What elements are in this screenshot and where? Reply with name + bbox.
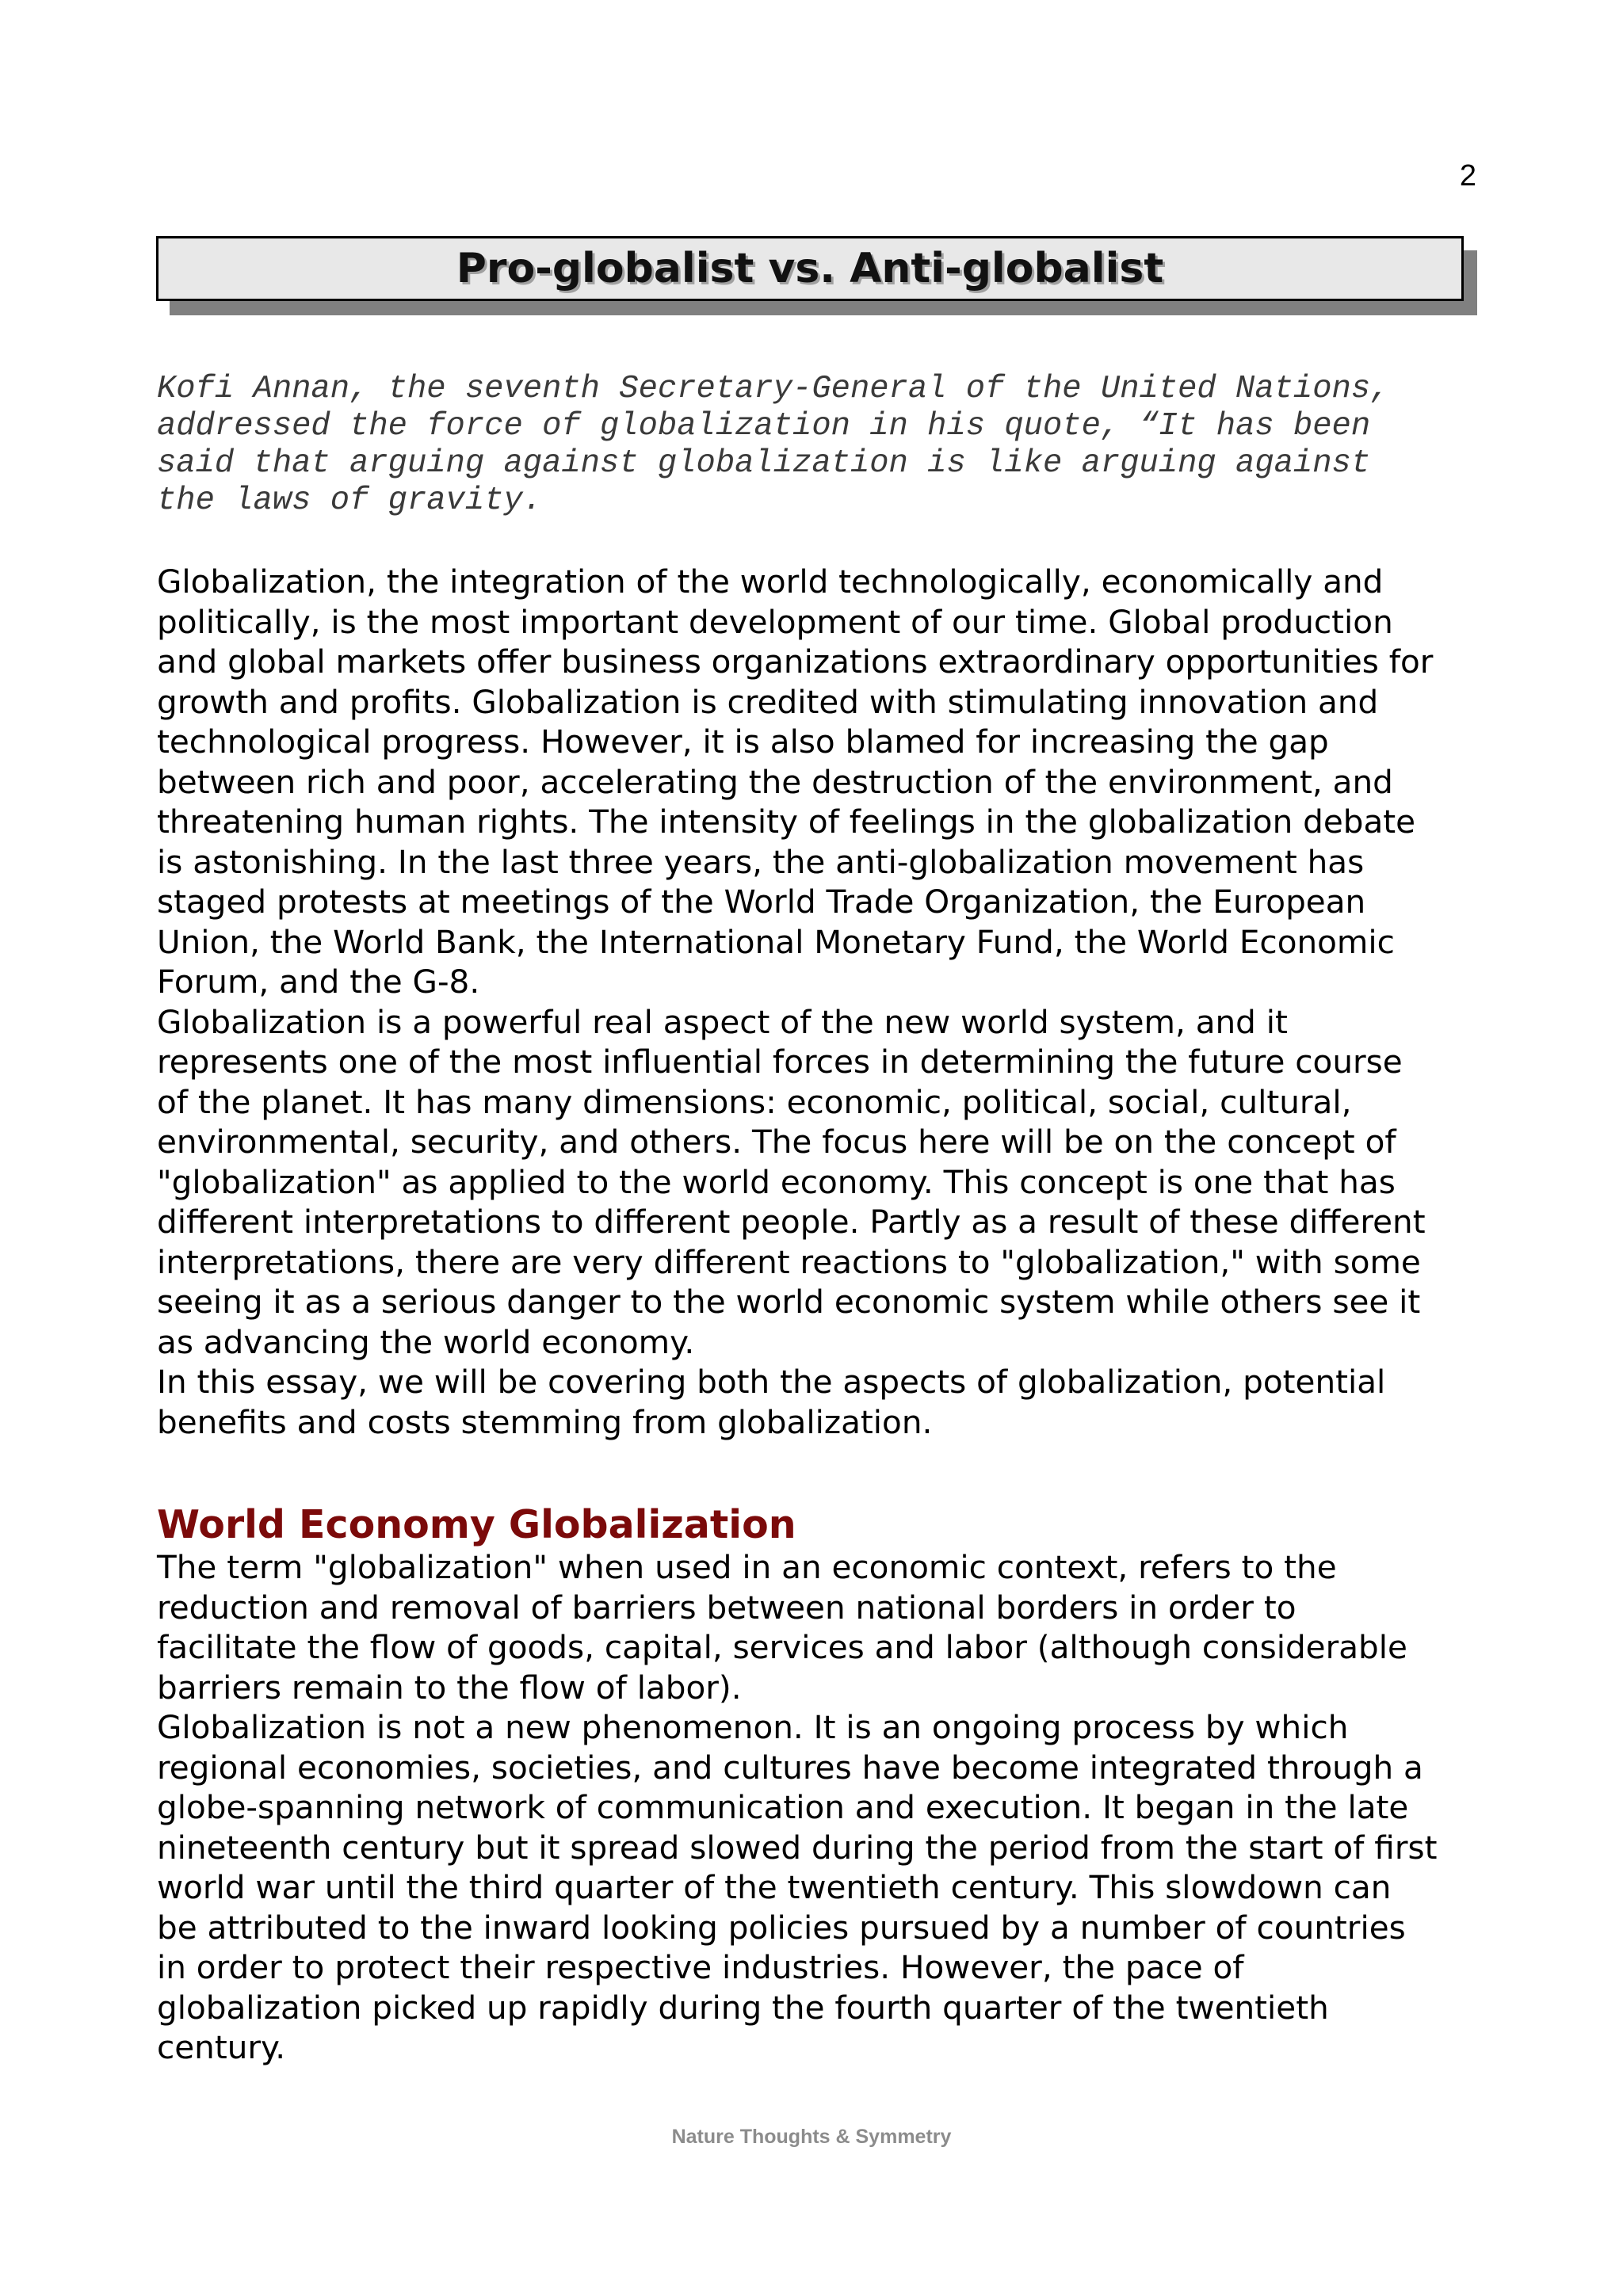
text-line: environmental, security, and others. The focus here will be on the concept of — [157, 1123, 1396, 1161]
text-line: "globalization" as applied to the world economy. This concept is one that has — [157, 1162, 1396, 1201]
text-line: Kofi Annan, the seventh Secretary-General of the United Nations, — [157, 371, 1390, 407]
page-number: 2 — [1459, 159, 1476, 193]
opening-quote — [157, 371, 1504, 520]
text-line: globalization picked up rapidly during the fourth quarter of the twentieth — [157, 1988, 1329, 2027]
text-line: nineteenth century but it spread slowed during the period from the start of first — [157, 1828, 1438, 1867]
text-line: globe-spanning network of communication and execution. It began in the late — [157, 1788, 1409, 1826]
text-line: staged protests at meetings of the World Trade Organization, the European — [157, 883, 1366, 921]
text-line: said that arguing against globalization is like arguing against — [157, 445, 1371, 482]
text-line: politically, is the most important development of our time. Global production — [157, 602, 1393, 641]
text-line: Globalization is not a new phenomenon. It is an ongoing process by which — [157, 1708, 1349, 1746]
text-line: Forum, and the G-8. — [157, 963, 480, 1001]
page-footer: Nature Thoughts & Symmetry — [671, 2126, 952, 2148]
text-line: In this essay, we will be covering both the aspects of globalization, potential — [157, 1363, 1386, 1401]
page-title: Pro-globalist vs. Anti-globalist — [456, 245, 1164, 292]
text-line: different interpretations to different people. Partly as a result of these different — [157, 1203, 1426, 1241]
text-line: reduction and removal of barriers between national borders in order to — [157, 1588, 1296, 1627]
text-line: technological progress. However, it is also blamed for increasing the gap — [157, 723, 1329, 761]
text-line: interpretations, there are very different reactions to "globalization," with some — [157, 1242, 1421, 1281]
text-line: as advancing the world economy. — [157, 1322, 695, 1361]
text-line: Globalization, the integration of the world technologically, economically and — [157, 563, 1384, 601]
text-line: represents one of the most influential forces in determining the future course — [157, 1043, 1403, 1081]
text-line: Globalization is a powerful real aspect of the new world system, and it — [157, 1002, 1288, 1041]
text-line: facilitate the flow of goods, capital, services and labor (although considerable — [157, 1628, 1407, 1666]
text-line: barriers remain to the flow of labor). — [157, 1668, 742, 1707]
text-line: world war until the third quarter of the twentieth century. This slowdown can — [157, 1868, 1392, 1906]
text-line: between rich and poor, accelerating the destruction of the environment, and — [157, 762, 1393, 801]
text-line: threatening human rights. The intensity of feelings in the globalization debate — [157, 803, 1416, 841]
text-line: addressed the force of globalization in his quote, “It has been — [157, 408, 1371, 444]
section-paragraphs — [157, 1547, 1520, 2068]
text-line: growth and profits. Globalization is credited with stimulating innovation and — [157, 682, 1379, 721]
text-line: seeing it as a serious danger to the world economic system while others see it — [157, 1283, 1421, 1321]
text-line: regional economies, societies, and cultures have become integrated through a — [157, 1748, 1423, 1787]
intro-paragraphs — [157, 562, 1520, 1442]
text-line: be attributed to the inward looking policies pursued by a number of countries — [157, 1908, 1406, 1947]
text-line: benefits and costs stemming from globalization. — [157, 1402, 933, 1441]
text-line: the laws of gravity. — [157, 482, 543, 519]
text-line: of the planet. It has many dimensions: economic, political, social, cultural, — [157, 1082, 1352, 1121]
text-line: and global markets offer business organizations extraordinary opportunities for — [157, 643, 1434, 681]
text-line: century. — [157, 2028, 286, 2066]
text-line: is astonishing. In the last three years, the anti-globalization movement has — [157, 842, 1365, 881]
text-line: The term "globalization" when used in an economic context, refers to the — [157, 1548, 1337, 1586]
title-box — [156, 236, 1464, 301]
section-heading: World Economy Globalization — [157, 1502, 796, 1547]
text-line: Union, the World Bank, the International Monetary Fund, the World Economic — [157, 922, 1395, 961]
text-line: in order to protect their respective industries. However, the pace of — [157, 1948, 1244, 1986]
